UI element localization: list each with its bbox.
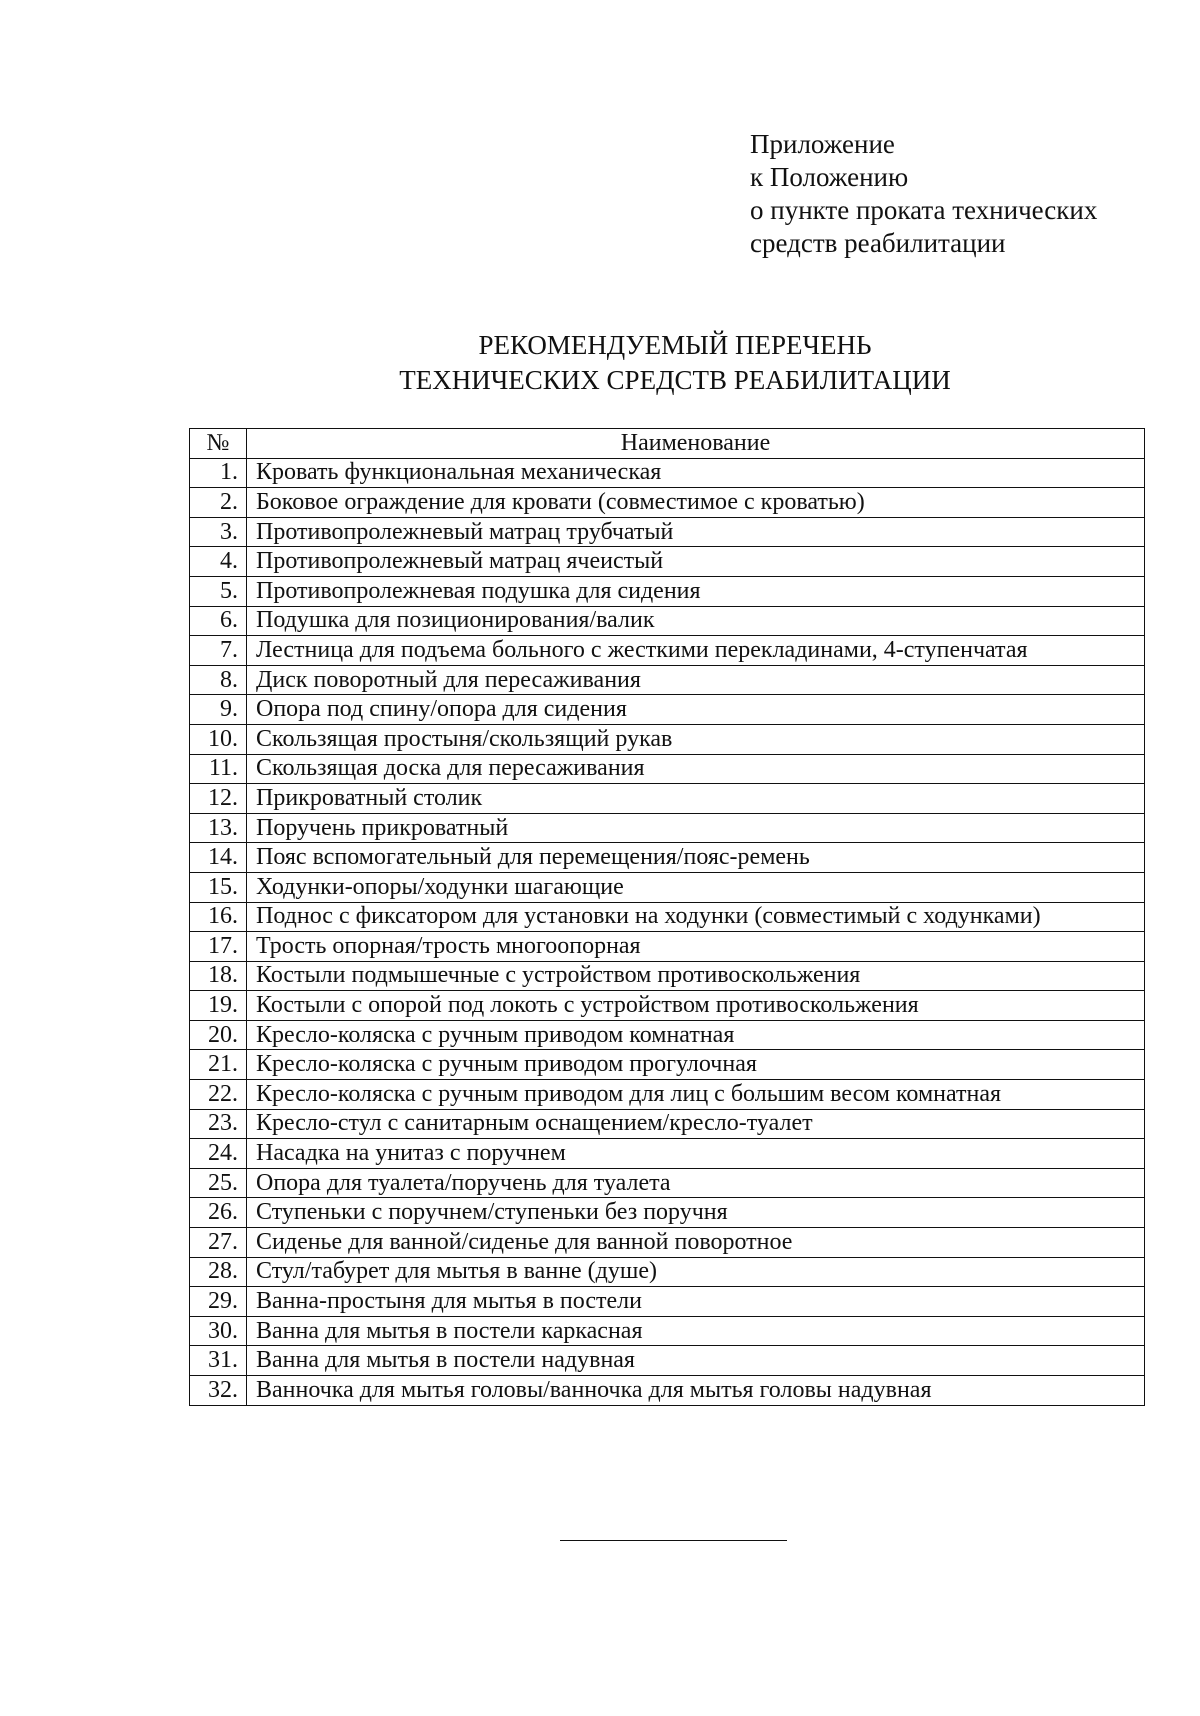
title-line-1: РЕКОМЕНДУЕМЫЙ ПЕРЕЧЕНЬ <box>478 330 872 360</box>
table-row <box>190 1050 1145 1080</box>
table-row <box>190 1020 1145 1050</box>
table-row <box>190 843 1145 873</box>
row-name: Кресло-коляска с ручным приводом прогулочная <box>247 1050 1145 1080</box>
row-name: Поручень прикроватный <box>247 813 1145 843</box>
title-line-2: ТЕХНИЧЕСКИХ СРЕДСТВ РЕАБИЛИТАЦИИ <box>399 365 951 395</box>
table-row <box>190 1198 1145 1228</box>
row-number: 18. <box>190 961 247 991</box>
end-divider <box>560 1540 787 1541</box>
row-name: Опора под спину/опора для сидения <box>247 695 1145 725</box>
row-number: 31. <box>190 1346 247 1376</box>
row-number: 24. <box>190 1139 247 1169</box>
row-name: Лестница для подъема больного с жесткими перекладинами, 4-ступенчатая <box>247 636 1145 666</box>
table-row <box>190 991 1145 1021</box>
row-number: 8. <box>190 665 247 695</box>
row-number: 27. <box>190 1228 247 1258</box>
table-row <box>190 1376 1145 1406</box>
table-row <box>190 932 1145 962</box>
rehab-devices-table <box>189 428 1145 1406</box>
row-name: Опора для туалета/поручень для туалета <box>247 1168 1145 1198</box>
header-name: Наименование <box>247 429 1145 459</box>
row-name: Ванночка для мытья головы/ванночка для мытья головы надувная <box>247 1376 1145 1406</box>
row-name: Костыли подмышечные с устройством противоскольжения <box>247 961 1145 991</box>
row-number: 23. <box>190 1109 247 1139</box>
table-row <box>190 813 1145 843</box>
row-number: 12. <box>190 784 247 814</box>
row-name: Кресло-стул с санитарным оснащением/кресло-туалет <box>247 1109 1145 1139</box>
row-number: 4. <box>190 547 247 577</box>
row-name: Сиденье для ванной/сиденье для ванной поворотное <box>247 1228 1145 1258</box>
table-header-row <box>190 429 1145 459</box>
row-name: Стул/табурет для мытья в ванне (душе) <box>247 1257 1145 1287</box>
table-row <box>190 1316 1145 1346</box>
row-number: 30. <box>190 1316 247 1346</box>
row-number: 2. <box>190 488 247 518</box>
row-number: 22. <box>190 1080 247 1110</box>
row-name: Ванна для мытья в постели каркасная <box>247 1316 1145 1346</box>
row-number: 14. <box>190 843 247 873</box>
row-number: 5. <box>190 576 247 606</box>
row-number: 7. <box>190 636 247 666</box>
row-name: Кресло-коляска с ручным приводом для лиц с большим весом комнатная <box>247 1080 1145 1110</box>
row-name: Противопролежневый матрац ячеистый <box>247 547 1145 577</box>
row-number: 11. <box>190 754 247 784</box>
row-number: 3. <box>190 517 247 547</box>
row-number: 28. <box>190 1257 247 1287</box>
row-number: 19. <box>190 991 247 1021</box>
table-row <box>190 606 1145 636</box>
header-number: № <box>190 429 247 459</box>
table-row <box>190 636 1145 666</box>
row-name: Ванна для мытья в постели надувная <box>247 1346 1145 1376</box>
row-name: Противопролежневая подушка для сидения <box>247 576 1145 606</box>
row-number: 21. <box>190 1050 247 1080</box>
table-row <box>190 1346 1145 1376</box>
appendix-line: средств реабилитации <box>750 228 1006 258</box>
table-row <box>190 1287 1145 1317</box>
table-body <box>190 458 1145 1405</box>
table-row <box>190 665 1145 695</box>
row-name: Поднос с фиксатором для установки на ходунки (совместимый с ходунками) <box>247 902 1145 932</box>
row-number: 6. <box>190 606 247 636</box>
table-row <box>190 517 1145 547</box>
table-row <box>190 1168 1145 1198</box>
row-name: Ходунки-опоры/ходунки шагающие <box>247 872 1145 902</box>
row-name: Боковое ограждение для кровати (совместимое с кроватью) <box>247 488 1145 518</box>
row-number: 15. <box>190 872 247 902</box>
row-number: 32. <box>190 1376 247 1406</box>
row-number: 29. <box>190 1287 247 1317</box>
table-row <box>190 961 1145 991</box>
row-name: Ступеньки с поручнем/ступеньки без поручня <box>247 1198 1145 1228</box>
row-number: 25. <box>190 1168 247 1198</box>
appendix-line: о пункте проката технических <box>750 195 1098 225</box>
table-row <box>190 724 1145 754</box>
row-number: 16. <box>190 902 247 932</box>
row-name: Пояс вспомогательный для перемещения/пояс-ремень <box>247 843 1145 873</box>
appendix-line: Приложение <box>750 129 895 159</box>
row-name: Скользящая доска для пересаживания <box>247 754 1145 784</box>
row-name: Насадка на унитаз с поручнем <box>247 1139 1145 1169</box>
row-number: 10. <box>190 724 247 754</box>
table-row <box>190 458 1145 488</box>
appendix-note <box>750 128 1097 260</box>
row-name: Противопролежневый матрац трубчатый <box>247 517 1145 547</box>
table-row <box>190 784 1145 814</box>
table-row <box>190 902 1145 932</box>
row-name: Ванна-простыня для мытья в постели <box>247 1287 1145 1317</box>
row-number: 9. <box>190 695 247 725</box>
table-row <box>190 547 1145 577</box>
table-row <box>190 1257 1145 1287</box>
row-name: Кресло-коляска с ручным приводом комнатная <box>247 1020 1145 1050</box>
document-title <box>0 328 1200 398</box>
row-name: Кровать функциональная механическая <box>247 458 1145 488</box>
row-name: Трость опорная/трость многоопорная <box>247 932 1145 962</box>
row-number: 17. <box>190 932 247 962</box>
table-row <box>190 872 1145 902</box>
row-number: 1. <box>190 458 247 488</box>
row-number: 20. <box>190 1020 247 1050</box>
table-row <box>190 1080 1145 1110</box>
table-row <box>190 488 1145 518</box>
row-name: Подушка для позиционирования/валик <box>247 606 1145 636</box>
table-row <box>190 754 1145 784</box>
row-name: Прикроватный столик <box>247 784 1145 814</box>
table-row <box>190 576 1145 606</box>
row-number: 13. <box>190 813 247 843</box>
row-name: Диск поворотный для пересаживания <box>247 665 1145 695</box>
row-number: 26. <box>190 1198 247 1228</box>
table-row <box>190 1109 1145 1139</box>
row-name: Скользящая простыня/скользящий рукав <box>247 724 1145 754</box>
row-name: Костыли с опорой под локоть с устройством противоскольжения <box>247 991 1145 1021</box>
table-row <box>190 1228 1145 1258</box>
table-row <box>190 695 1145 725</box>
appendix-line: к Положению <box>750 162 909 192</box>
table-row <box>190 1139 1145 1169</box>
